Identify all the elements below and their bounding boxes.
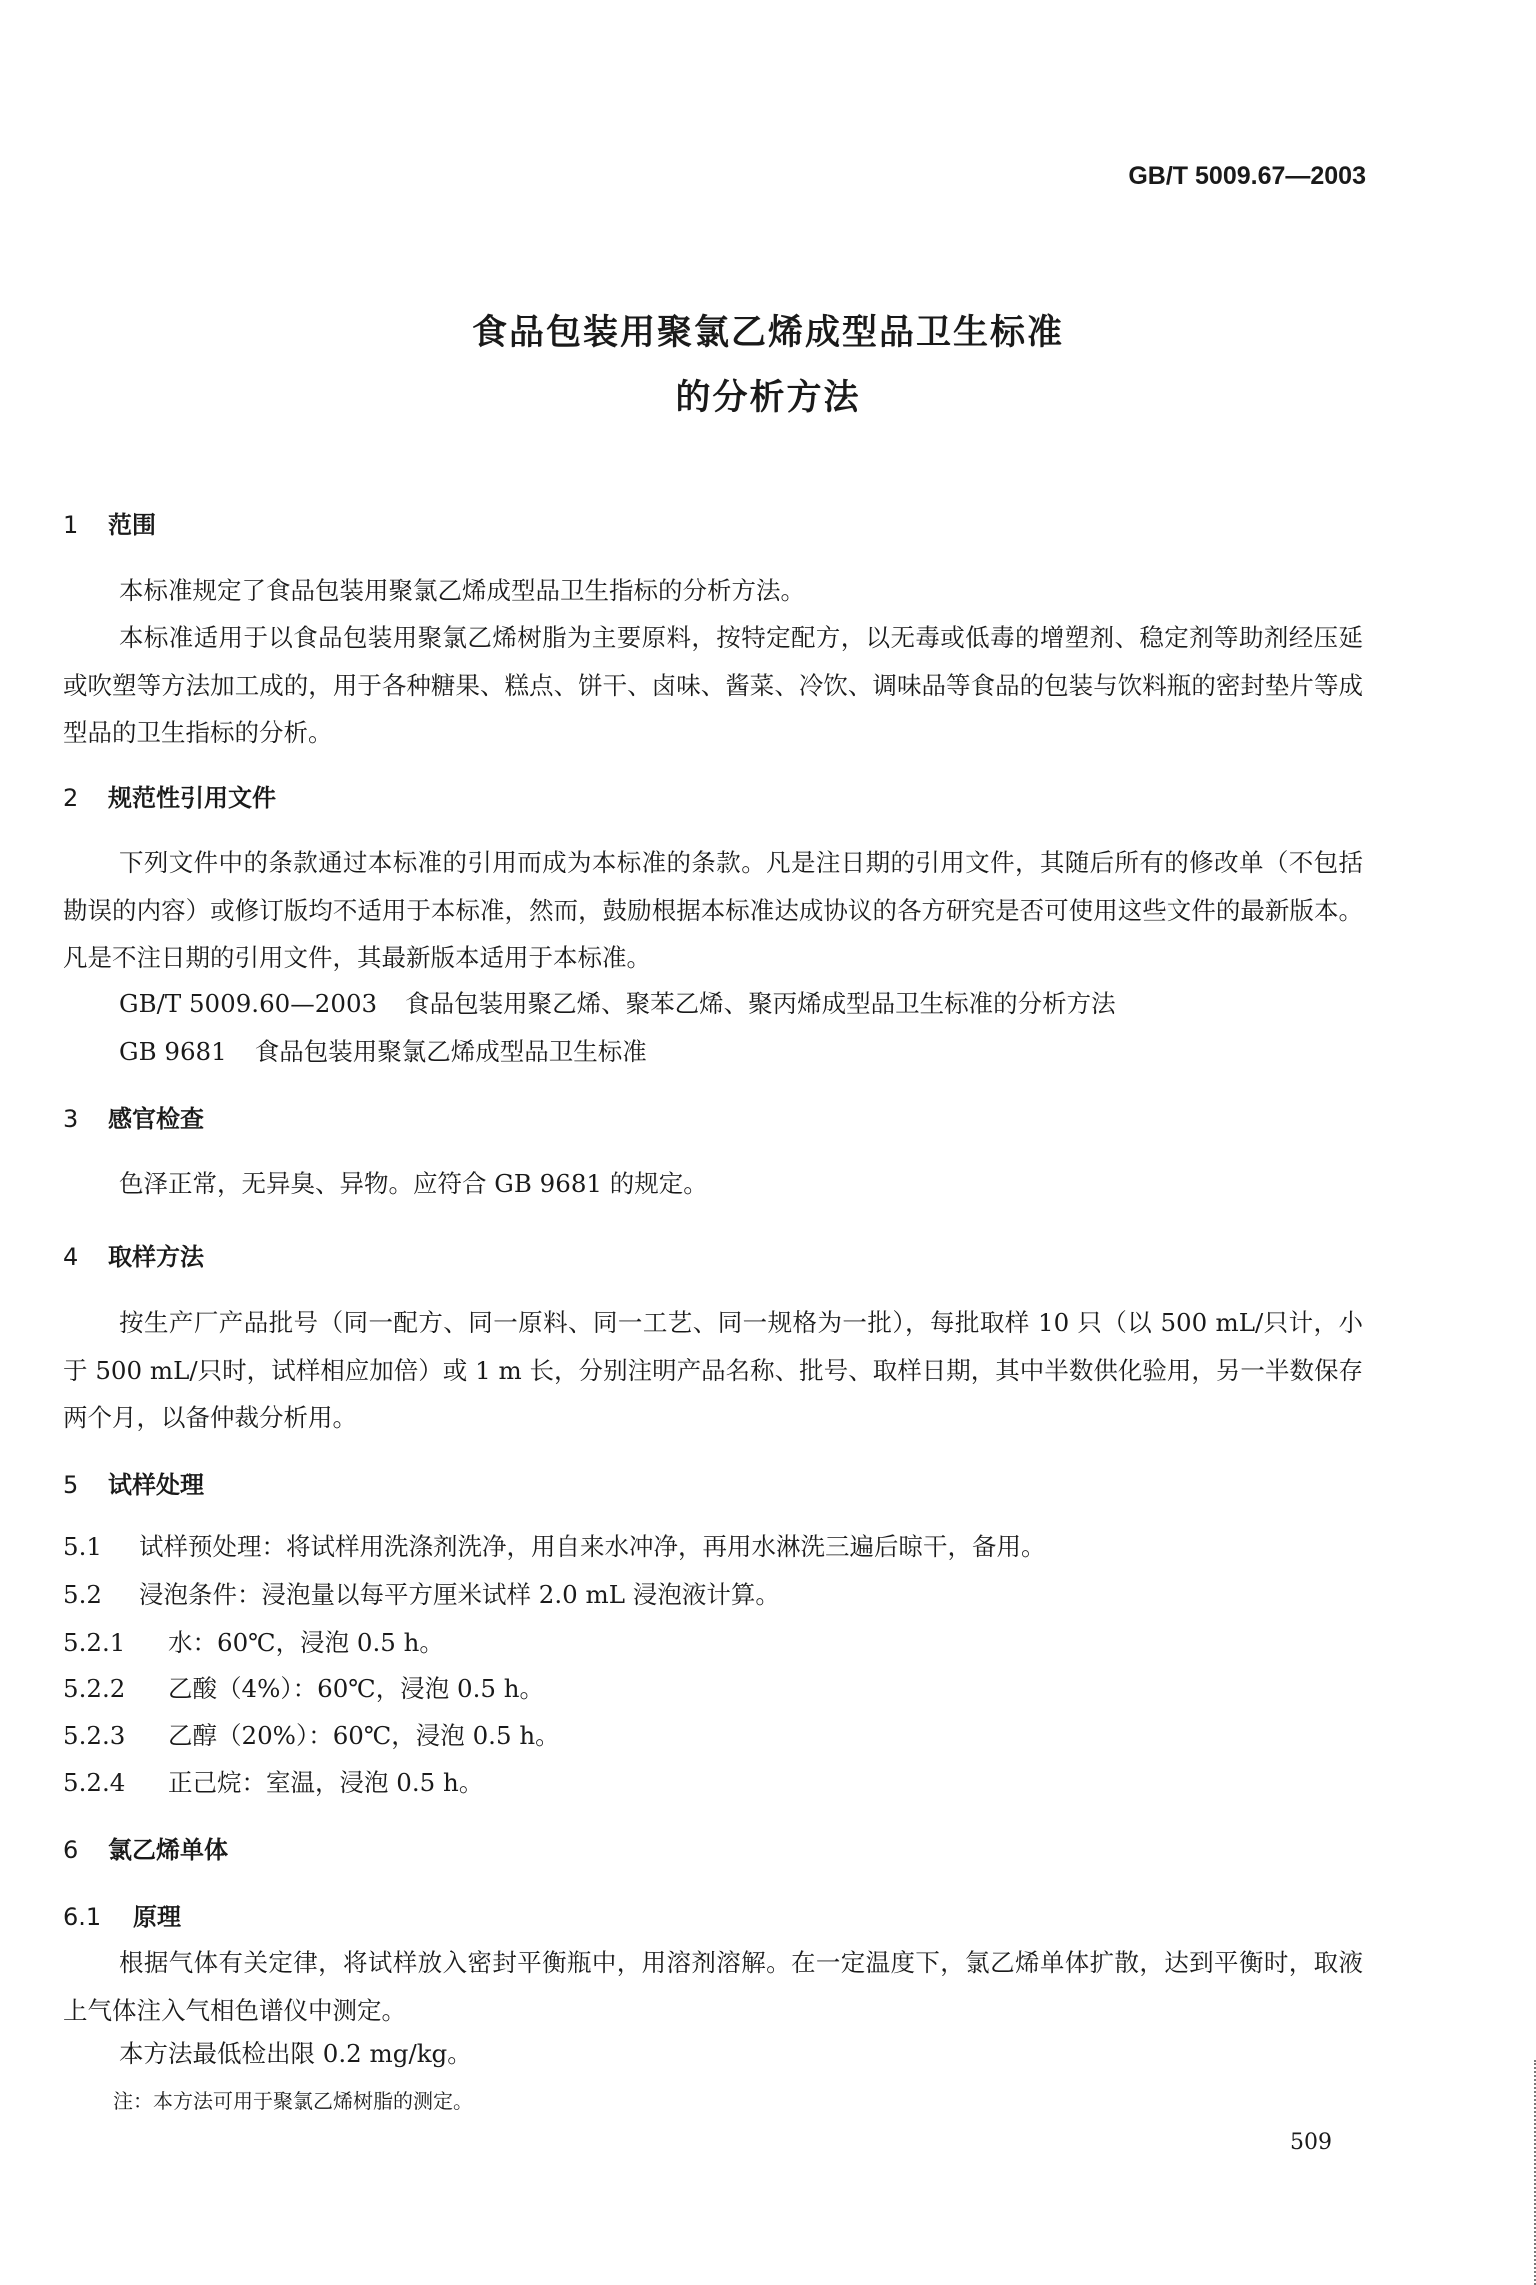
section-number: 2 — [63, 784, 79, 812]
clause-number: 5.2.2 — [63, 1674, 126, 1703]
section-title: 取样方法 — [108, 1243, 204, 1271]
section-title: 试样处理 — [108, 1471, 204, 1499]
section-number: 3 — [63, 1105, 79, 1133]
clause-5-2-2 — [63, 1670, 544, 1705]
reference-code: GB/T 5009.60—2003 — [119, 989, 378, 1018]
note-text: 注：本方法可用于聚氯乙烯树脂的测定。 — [113, 2089, 473, 2113]
clause-number: 5.1 — [63, 1532, 102, 1561]
section-6-paragraph-1: 根据气体有关定律，将试样放入密封平衡瓶中，用溶剂溶解。在一定温度下，氯乙烯单体扩散，达到平衡时，取液上气体注入气相色谱仪中测定。 — [63, 1948, 1363, 2025]
section-6-paragraph-2: 本方法最低检出限 0.2 mg/kg。 — [119, 2039, 472, 2068]
page-number: 509 — [1290, 2130, 1332, 2155]
section-6-heading — [63, 1830, 228, 1865]
section-4-paragraph-1: 按生产厂产品批号（同一配方、同一原料、同一工艺、同一规格为一批），每批取样 10 只（以 500 mL/只计，小于 500 mL/只时，试样相应加倍）或 1 m 长，分别注明产品名称、批号、取样日期，其中半数供化验用，另一半数保存两个月，以备仲裁分析用。 — [63, 1308, 1363, 1432]
section-title: 原理 — [133, 1903, 181, 1931]
scan-edge-marks — [1531, 2060, 1536, 2285]
section-3-heading — [63, 1099, 204, 1134]
section-title: 感官检查 — [108, 1105, 204, 1133]
section-title: 氯乙烯单体 — [108, 1836, 228, 1864]
section-3-paragraph-1: 色泽正常，无异臭、异物。应符合 GB 9681 的规定。 — [119, 1169, 708, 1198]
clause-text: 乙醇（20%）：60℃，浸泡 0.5 h。 — [168, 1721, 560, 1750]
standard-code: GB/T 5009.67—2003 — [1128, 162, 1366, 190]
section-number: 6.1 — [63, 1903, 102, 1931]
clause-5-2-3 — [63, 1717, 560, 1752]
clause-5-2-1 — [63, 1624, 444, 1659]
section-1-paragraph-2: 本标准适用于以食品包装用聚氯乙烯树脂为主要原料，按特定配方，以无毒或低毒的增塑剂、稳定剂等助剂经压延或吹塑等方法加工成的，用于各种糖果、糕点、饼干、卤味、酱菜、冷饮、调味品等食品的包装与饮料瓶的密封垫片等成型品的卫生指标的分析。 — [63, 623, 1363, 747]
section-1-heading — [63, 505, 156, 540]
section-4-heading — [63, 1237, 204, 1272]
section-2-heading — [63, 778, 276, 813]
section-2-paragraph-1: 下列文件中的条款通过本标准的引用而成为本标准的条款。凡是注日期的引用文件，其随后所有的修改单（不包括勘误的内容）或修订版均不适用于本标准，然而，鼓励根据本标准达成协议的各方研究是否可使用这些文件的最新版本。凡是不注日期的引用文件，其最新版本适用于本标准。 — [63, 848, 1363, 972]
document-title-line2: 的分析方法 — [675, 378, 861, 418]
reference-code: GB 9681 — [119, 1037, 227, 1066]
reference-2 — [119, 1033, 647, 1068]
section-5-heading — [63, 1465, 204, 1500]
section-title: 范围 — [108, 511, 156, 539]
reference-title: 食品包装用聚氯乙烯成型品卫生标准 — [254, 1037, 647, 1066]
clause-text: 浸泡条件：浸泡量以每平方厘米试样 2.0 mL 浸泡液计算。 — [139, 1580, 780, 1609]
reference-title: 食品包装用聚乙烯、聚苯乙烯、聚丙烯成型品卫生标准的分析方法 — [405, 989, 1116, 1018]
section-number: 6 — [63, 1836, 79, 1864]
section-number: 4 — [63, 1243, 79, 1271]
clause-text: 试样预处理：将试样用洗涤剂洗净，用自来水冲净，再用水淋洗三遍后晾干，备用。 — [139, 1532, 1046, 1561]
clause-text: 正己烷：室温，浸泡 0.5 h。 — [168, 1768, 484, 1797]
clause-text: 水：60℃，浸泡 0.5 h。 — [168, 1628, 444, 1657]
clause-5-2 — [63, 1576, 780, 1611]
section-1-paragraph-1: 本标准规定了食品包装用聚氯乙烯成型品卫生指标的分析方法。 — [119, 576, 805, 605]
clause-text: 乙酸（4%）：60℃，浸泡 0.5 h。 — [168, 1674, 545, 1703]
clause-5-1 — [63, 1528, 1046, 1563]
document-title-line1: 食品包装用聚氯乙烯成型品卫生标准 — [471, 313, 1064, 353]
clause-number: 5.2.3 — [63, 1721, 126, 1750]
clause-5-2-4 — [63, 1764, 483, 1799]
section-number: 5 — [63, 1471, 79, 1499]
reference-1 — [119, 985, 1116, 1020]
section-number: 1 — [63, 511, 79, 539]
clause-number: 5.2.4 — [63, 1768, 126, 1797]
clause-number: 5.2 — [63, 1580, 102, 1609]
section-title: 规范性引用文件 — [108, 784, 276, 812]
section-6-1-heading — [63, 1897, 181, 1932]
clause-number: 5.2.1 — [63, 1628, 126, 1657]
